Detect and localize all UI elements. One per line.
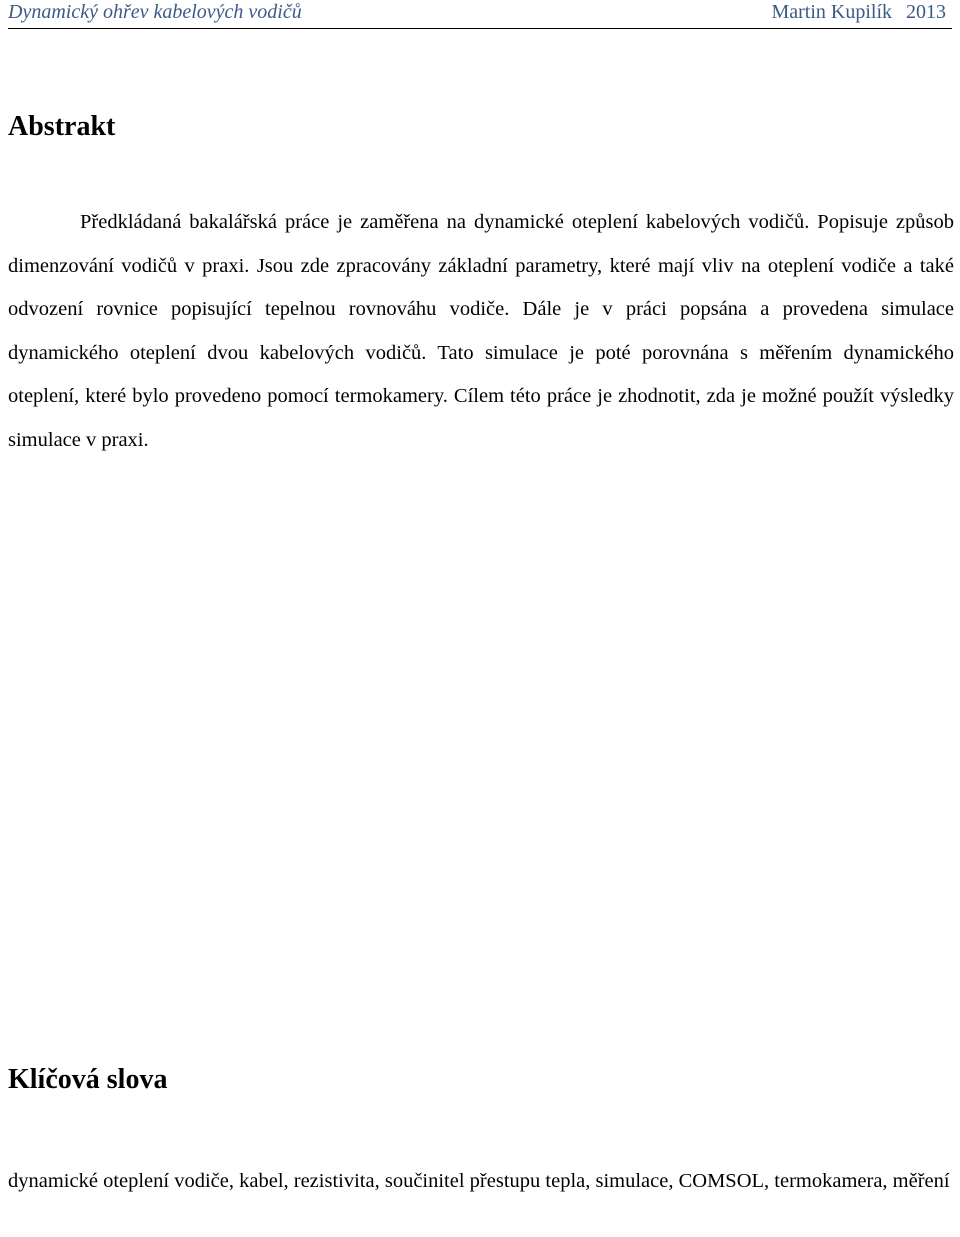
header-year: 2013 xyxy=(906,1,946,23)
header-author: Martin Kupilík xyxy=(771,1,892,23)
header-author-year xyxy=(771,1,946,24)
abstract-paragraph: Předkládaná bakalářská práce je zaměřena na dynamické oteplení kabelových vodičů. Popisuje způsob dimenzování vodičů v praxi. Jsou zde zpracovány základní parametry, které mají vliv na oteplení vodiče a také odvození rovnice popisující tepelnou rovnováhu vodiče. Dále je v práci popsána a provedena simulace dynamického oteplení dvou kabelových vodičů. Tato simulace je poté porovnána s měřením dynamického oteplení, které bylo provedeno pomocí termokamery. Cílem této práce je zhodnotit, zda je možné použít výsledky simulace v praxi. xyxy=(8,211,954,451)
abstract-heading: Abstrakt xyxy=(8,111,116,142)
keywords-paragraph: dynamické oteplení vodiče, kabel, rezistivita, součinitel přestupu tepla, simulace, COMSOL, termokamera, měření xyxy=(8,1170,950,1192)
page-header xyxy=(8,0,952,29)
header-document-title: Dynamický ohřev kabelových vodičů xyxy=(8,1,302,23)
keywords-heading: Klíčová slova xyxy=(8,1064,168,1095)
